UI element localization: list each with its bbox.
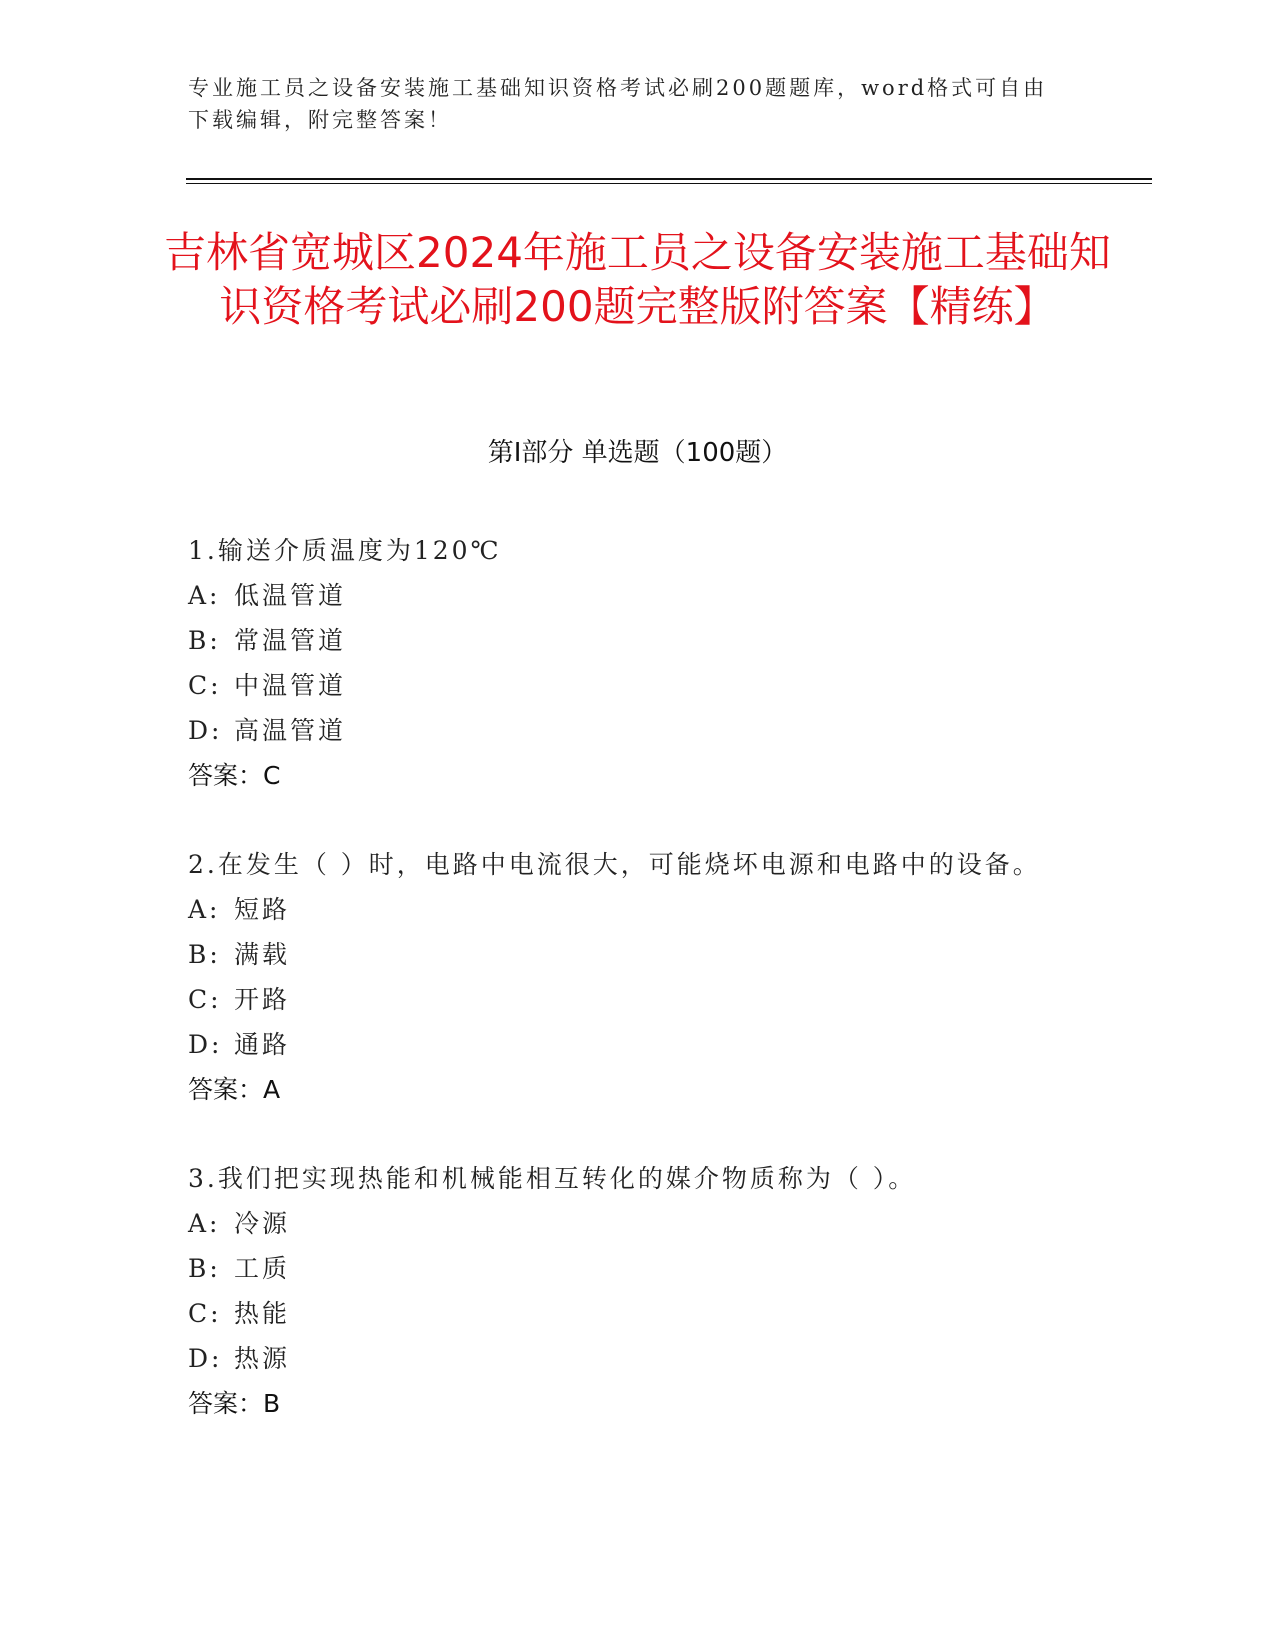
option-text: 热源 — [234, 1344, 291, 1373]
option-letter: C: — [188, 671, 222, 700]
option-a — [188, 887, 1128, 932]
option-text: 工质 — [234, 1254, 291, 1283]
option-letter: B: — [188, 626, 221, 655]
option-text: 通路 — [234, 1030, 291, 1059]
option-d — [188, 1022, 1128, 1067]
option-c — [188, 977, 1128, 1022]
option-text: 开路 — [234, 985, 291, 1014]
option-letter: C: — [188, 985, 222, 1014]
question-item — [188, 1156, 1128, 1426]
option-text: 低温管道 — [234, 581, 347, 610]
option-letter: A: — [188, 581, 221, 610]
question-stem: 1.输送介质温度为120℃ — [188, 536, 502, 565]
option-c — [188, 663, 1128, 708]
option-a — [188, 573, 1128, 618]
question-stem: 3.我们把实现热能和机械能相互转化的媒介物质称为（ ）。 — [188, 1164, 917, 1193]
option-letter: D: — [188, 1030, 223, 1059]
option-b — [188, 932, 1128, 977]
option-text: 冷源 — [234, 1209, 291, 1238]
option-text: 常温管道 — [234, 626, 347, 655]
option-b — [188, 1246, 1128, 1291]
answer-line: 答案：C — [188, 761, 281, 790]
option-c — [188, 1291, 1128, 1336]
option-d — [188, 1336, 1128, 1381]
question-item — [188, 842, 1128, 1112]
option-text: 高温管道 — [234, 716, 347, 745]
option-a — [188, 1201, 1128, 1246]
option-letter: D: — [188, 716, 223, 745]
option-text: 热能 — [234, 1299, 291, 1328]
option-text: 短路 — [234, 895, 291, 924]
question-stem: 2.在发生（ ）时，电路中电流很大，可能烧坏电源和电路中的设备。 — [188, 850, 1041, 879]
option-text: 满载 — [234, 940, 291, 969]
option-letter: C: — [188, 1299, 222, 1328]
document-title: 吉林省宽城区2024年施工员之设备安装施工基础知识资格考试必刷200题完整版附答案【精练】 — [164, 228, 1111, 331]
option-letter: D: — [188, 1344, 223, 1373]
answer-line: 答案：B — [188, 1389, 281, 1418]
header-divider — [186, 178, 1152, 180]
option-letter: A: — [188, 895, 221, 924]
answer-line: 答案：A — [188, 1075, 281, 1104]
option-d — [188, 708, 1128, 753]
header-note: 专业施工员之设备安装施工基础知识资格考试必刷200题题库，word格式可自由下载编辑，附完整答案！ — [188, 76, 1048, 132]
header-divider-thin — [186, 183, 1152, 184]
option-letter: A: — [188, 1209, 221, 1238]
option-letter: B: — [188, 1254, 221, 1283]
option-b — [188, 618, 1128, 663]
option-letter: B: — [188, 940, 221, 969]
option-text: 中温管道 — [234, 671, 347, 700]
section-heading: 第I部分 单选题（100题） — [487, 438, 788, 468]
question-list — [188, 528, 1128, 1470]
question-item — [188, 528, 1128, 798]
